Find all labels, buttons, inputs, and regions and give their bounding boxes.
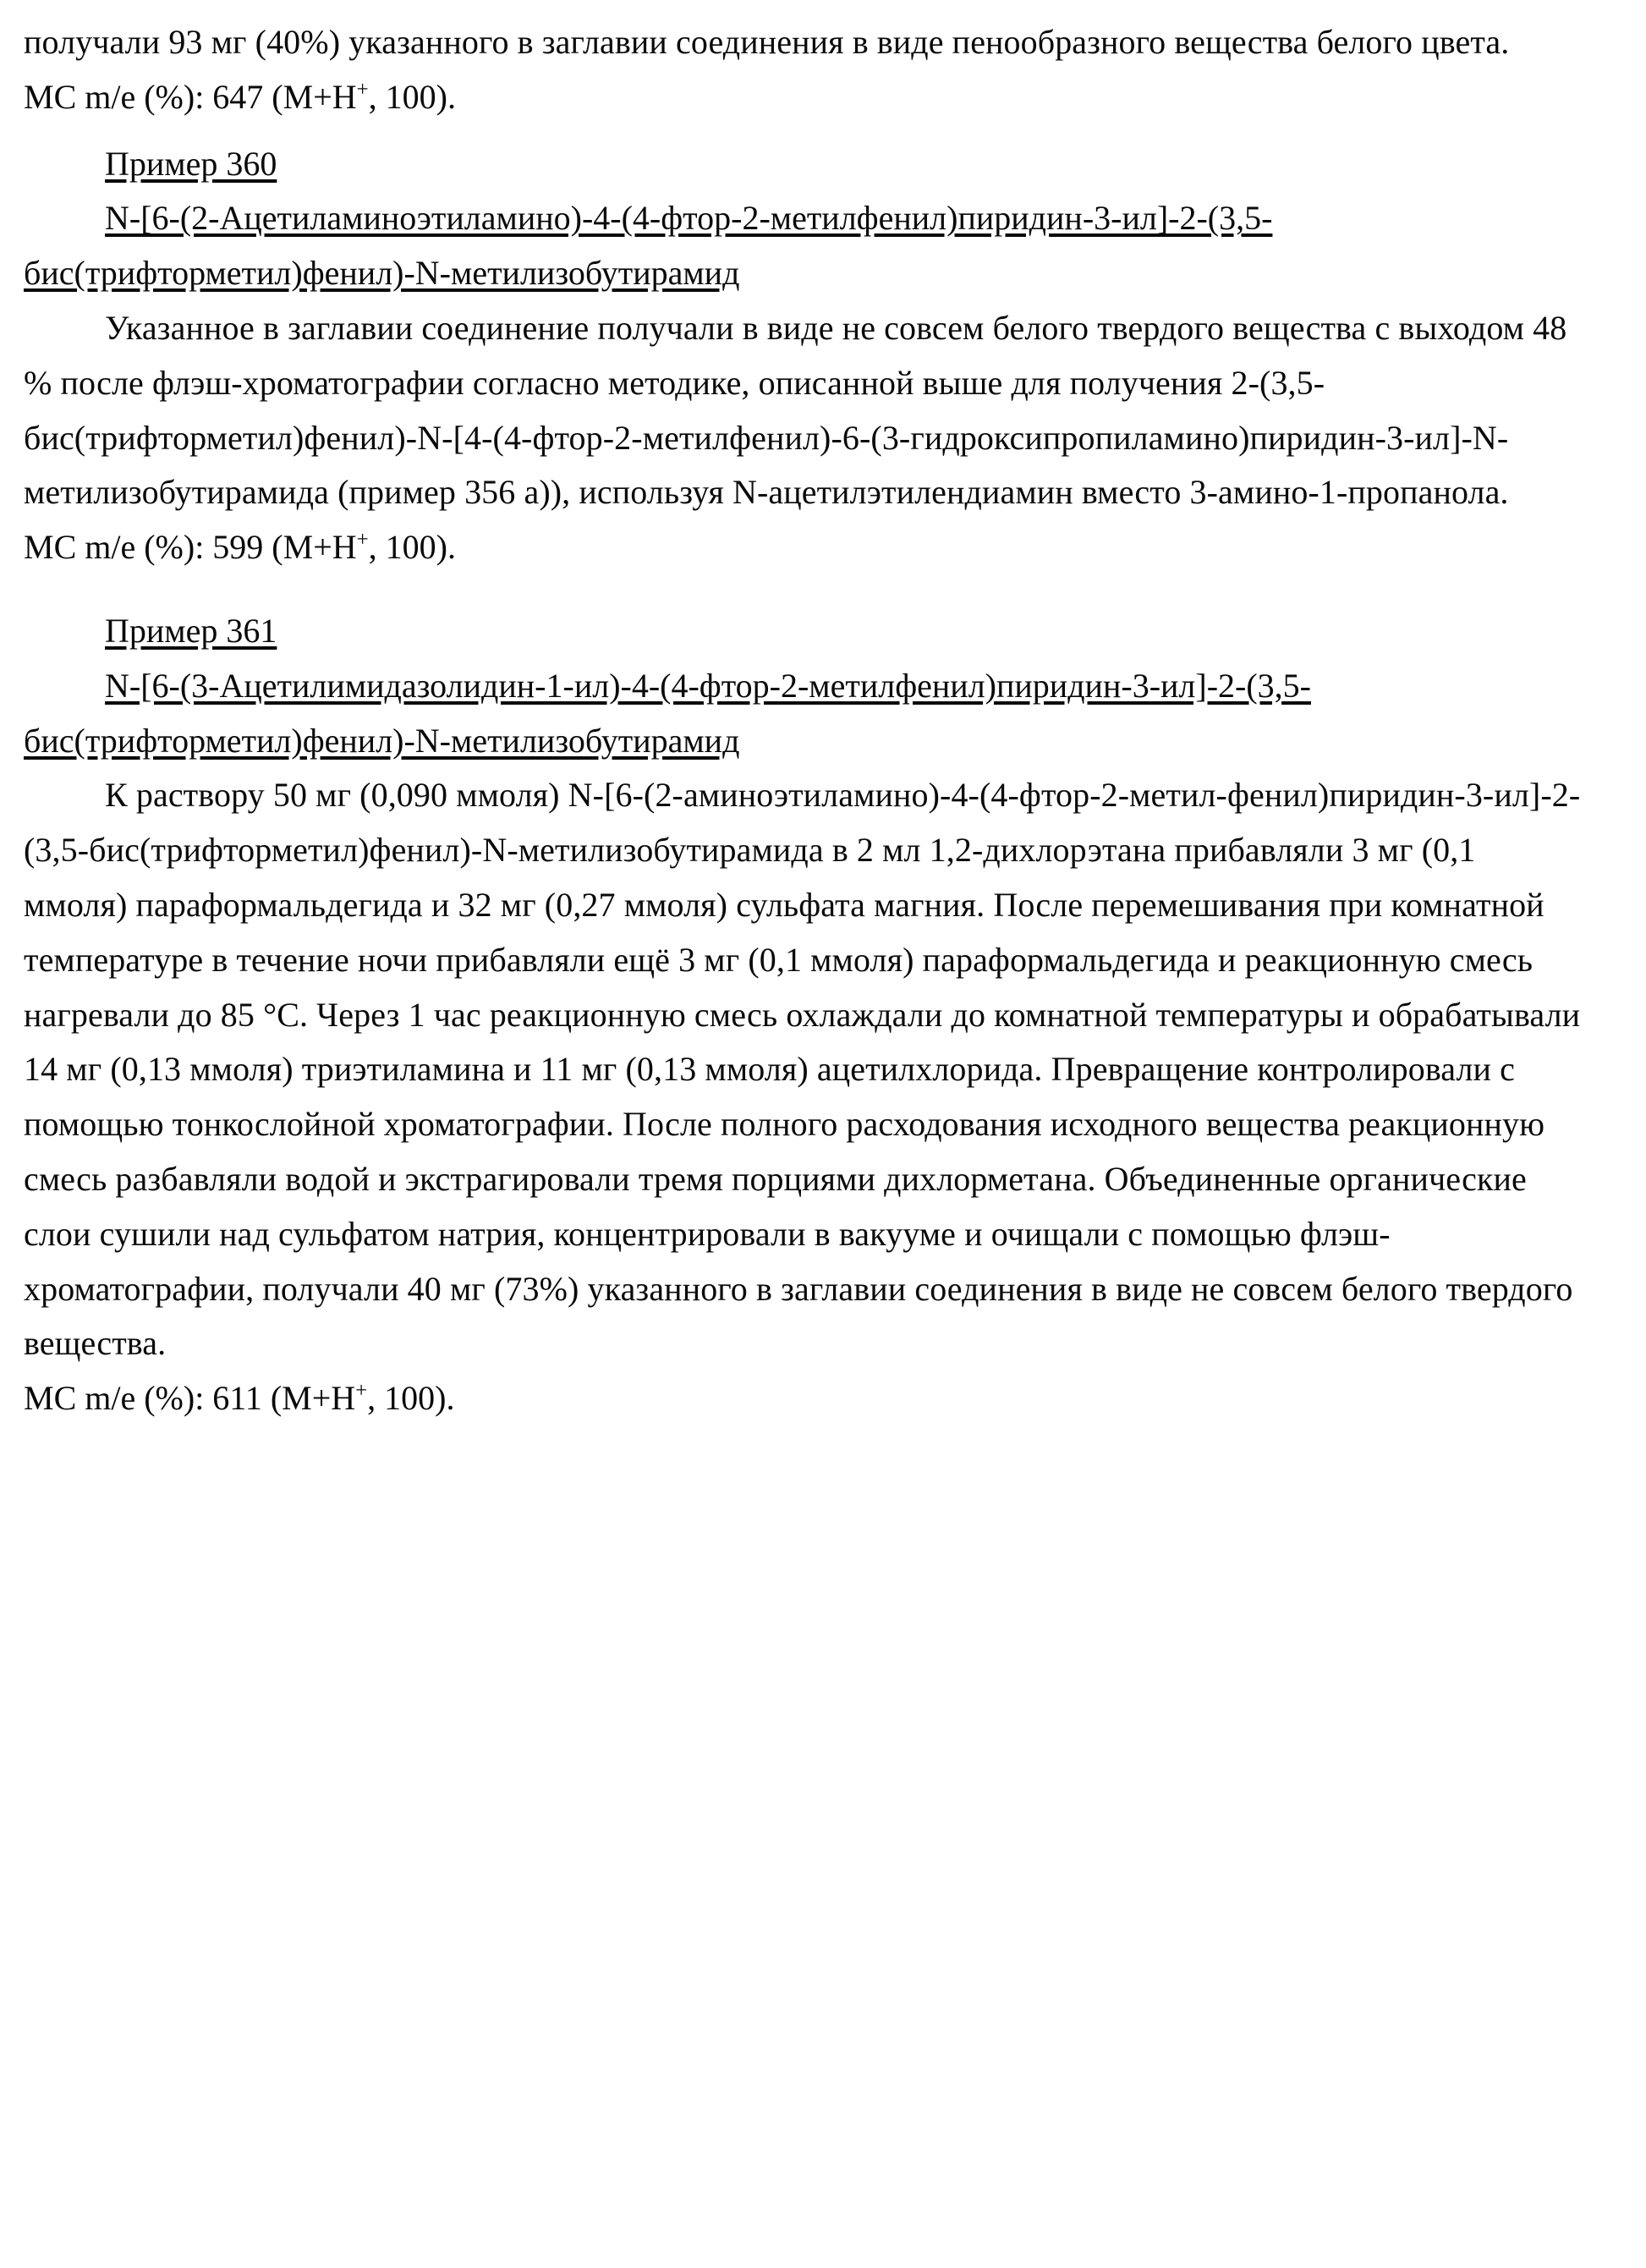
mass-spec-line-1: [24, 70, 1587, 125]
mass-spec-line-2: [24, 520, 1587, 575]
ms-superscript-3: +: [355, 1379, 368, 1403]
paragraph-intro: получали 93 мг (40%) указанного в заглавии соединения в виде пенообразного вещества белого цвета.: [24, 23, 1510, 61]
ms-prefix-2: MC m/e (%): 599 (M+H: [24, 528, 357, 567]
paragraph-example-361: К раствору 50 мг (0,090 ммоля) N-[6-(2-аминоэтиламино)-4-(4-фтор-2-метил-фенил)пиридин-3-ил]-2-(3,5-бис(трифторметил)фенил)-N-метилизобутирамида в 2 мл 1,2-дихлорэтана прибавляли 3 мг (0,1 ммоля) параформальдегида и 32 мг (0,27 ммоля) сульфата магния. После перемешивания при комнатной температуре в течение ночи прибавляли ещё 3 мг (0,1 ммоля) параформальдегида и реакционную смесь нагревали до 85 °С. Через 1 час реакционную смесь охлаждали до комнатной температуры и обрабатывали 14 мг (0,13 ммоля) триэтиламина и 11 мг (0,13 ммоля) ацетилхлорида. Превращение контролировали с помощью тонкослойной хроматографии. После полного расходования исходного вещества реакционную смесь разбавляли водой и экстрагировали тремя порциями дихлорметана. Объединенные органические слои сушили над сульфатом натрия, концентрировали в вакууме и очищали с помощью флэш-хроматографии, получали 40 мг (73%) указанного в заглавии соединения в виде не совсем белого твердого вещества.: [24, 776, 1581, 1363]
ms-suffix-3: , 100).: [367, 1379, 455, 1418]
ms-suffix-2: , 100).: [368, 528, 456, 567]
example-360-title: [24, 191, 1587, 301]
example-361-label-text: Пример 361: [105, 611, 277, 650]
spacer: [24, 575, 1587, 604]
example-360-label-text: Пример 360: [105, 144, 277, 183]
ms-prefix-1: MC m/e (%): 647 (M+H: [24, 77, 357, 116]
mass-spec-line-3: [24, 1371, 1587, 1426]
example-360-title-text: N-[6-(2-Ацетиламиноэтиламино)-4-(4-фтор-2-метилфенил)пиридин-3-ил]-2-(3,5-бис(трифторметил)фенил)-N-метилизобутирамид: [24, 199, 1273, 293]
example-360-label: [24, 137, 1587, 192]
example-361-title: [24, 659, 1587, 769]
ms-prefix-3: MC m/e (%): 611 (M+H: [24, 1379, 356, 1418]
example-361-title-text: N-[6-(3-Ацетилимидазолидин-1-ил)-4-(4-фтор-2-метилфенил)пиридин-3-ил]-2-(3,5-бис(трифторметил)фенил)-N-метилизобутирамид: [24, 666, 1311, 760]
spacer: [24, 125, 1587, 137]
ms-superscript-1: +: [356, 78, 369, 102]
paragraph-example-360: Указанное в заглавии соединение получали в виде не совсем белого твердого вещества с выходом 48 % после флэш-хроматографии согласно методике, описанной выше для получения 2-(3,5-бис(трифторметил)фенил)-N-[4-(4-фтор-2-метилфенил)-6-(3-гидроксипропиламино)пиридин-3-ил]-N-метилизобутирамида (пример 356 а)), используя N-ацетилэтилендиамин вместо 3-амино-1-пропанола.: [24, 308, 1567, 512]
ms-suffix-1: , 100).: [368, 77, 456, 116]
example-361-label: [24, 604, 1587, 659]
ms-superscript-2: +: [356, 528, 369, 552]
